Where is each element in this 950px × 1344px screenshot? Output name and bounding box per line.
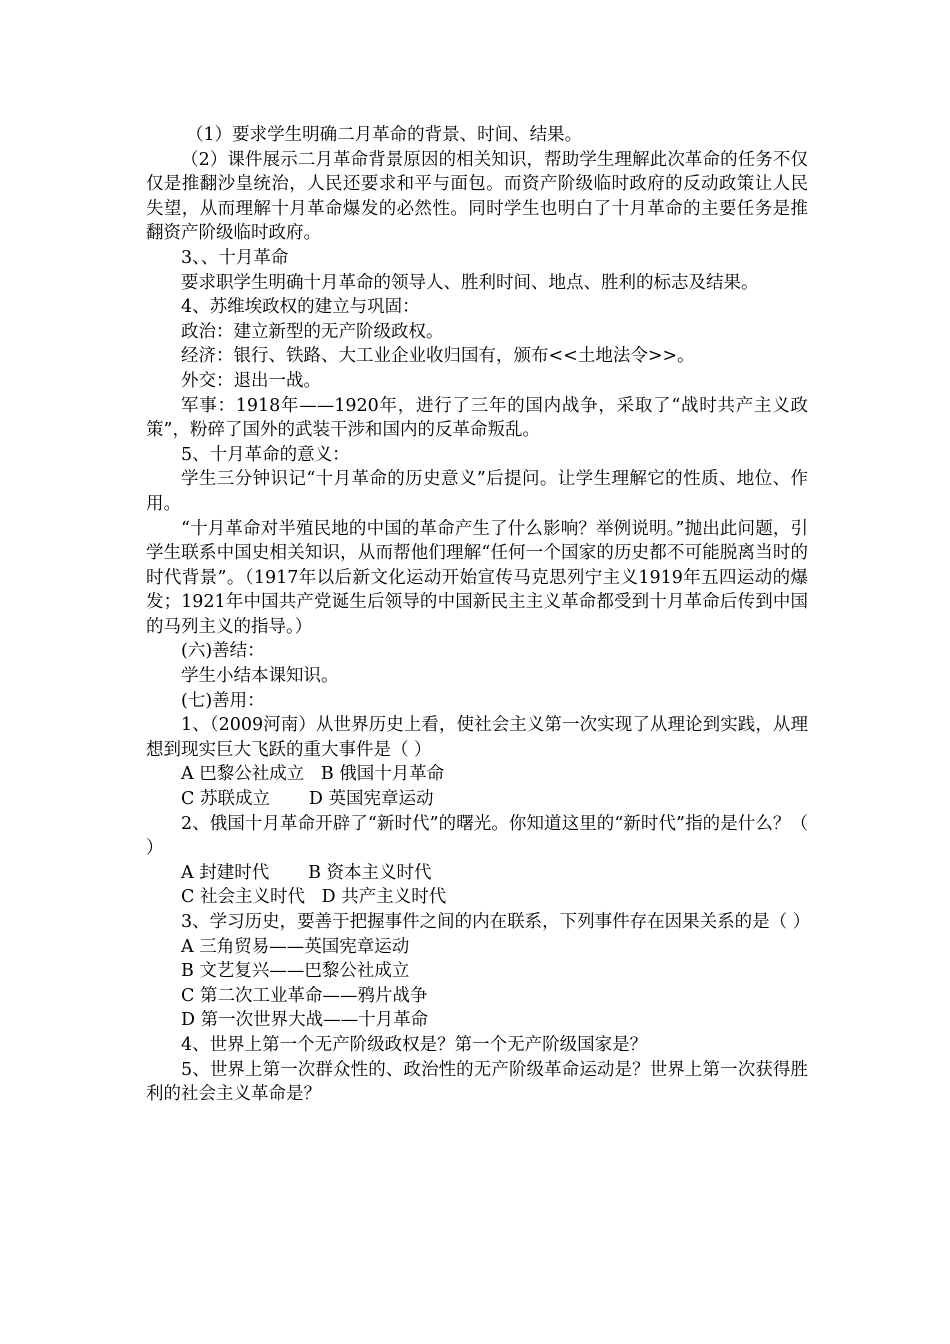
paragraph-diplomacy: 外交：退出一战。 <box>181 370 321 391</box>
question-1-options-ab: A 巴黎公社成立 B 俄国十月革命 <box>181 764 445 785</box>
paragraph-requirement-february: （1）要求学生明确二月革命的背景、时间、结果。 <box>186 125 583 145</box>
paragraph-requirement-october: 要求职学生明确十月革命的领导人、胜利时间、地点、胜利的标志及结果。 <box>181 272 759 293</box>
question-1-options-cd: C 苏联成立 D 英国宪章运动 <box>181 789 434 810</box>
heading-summary: (六)善结： <box>181 641 265 662</box>
paragraph-student-summary: 学生小结本课知识。 <box>181 666 339 687</box>
question-3-option-d: D 第一次世界大战——十月革命 <box>181 1010 429 1031</box>
question-1: 1、（2009河南）从世界历史上看，使社会主义第一次实现了从理论到实践，从理想到现实巨大飞跃的重大事件是（ ） <box>146 715 808 760</box>
question-2-options-cd: C 社会主义时代 D 共产主义时代 <box>181 887 447 908</box>
question-4: 4、世界上第一个无产阶级政权是？第一个无产阶级国家是？ <box>181 1034 648 1055</box>
heading-significance: 5、十月革命的意义： <box>181 444 350 465</box>
question-5: 5、世界上第一次群众性的、政治性的无产阶级革命运动是？世界上第一次获得胜利的社会主义革命是？ <box>146 1059 808 1105</box>
paragraph-china-influence: “十月革命对半殖民地的中国的革命产生了什么影响？举例说明。”抛出此问题，引学生联系中国史相关知识，从而帮他们理解“任何一个国家的历史都不可能脱离当时的时代背景”。（1917年以后新文化运动开始宣传马克思列宁主义1919年五四运动的爆发；1921年中国共产党诞生后领导的中国新民主主义革命都受到十月革命后传到中国的马列主义的指导。） <box>146 518 808 637</box>
question-3-option-a: A 三角贸易——英国宪章运动 <box>181 936 410 957</box>
paragraph-memorize: 学生三分钟识记“十月革命的历史意义”后提问。让学生理解它的性质、地位、作用。 <box>146 469 808 514</box>
paragraph-economy: 经济：银行、铁路、大工业企业收归国有，颁布<<土地法令>>。 <box>181 346 695 367</box>
question-2: 2、俄国十月革命开辟了“新时代”的曙光。你知道这里的“新时代”指的是什么？（ ） <box>146 813 808 859</box>
paragraph-courseware-february: （2）课件展示二月革命背景原因的相关知识，帮助学生理解此次革命的任务不仅仅是推翻沙皇统治，人民还要求和平与面包。而资产阶级临时政府的反动政策让人民失望，从而理解十月革命爆发的必然性。同时学生也明白了十月革命的主要任务是推翻资产阶级临时政府。 <box>146 149 808 244</box>
question-3: 3、学习历史，要善于把握事件之间的内在联系，下列事件存在因果关系的是（ ） <box>181 912 811 932</box>
question-2-options-ab: A 封建时代 B 资本主义时代 <box>181 862 432 883</box>
document-page <box>146 123 811 1107</box>
heading-october-revolution: 3、、十月革命 <box>181 247 289 268</box>
question-3-option-b: B 文艺复兴——巴黎公社成立 <box>181 961 410 982</box>
heading-soviet-power: 4、苏维埃政权的建立与巩固： <box>181 297 420 318</box>
paragraph-politics: 政治：建立新型的无产阶级政权。 <box>181 321 444 342</box>
paragraph-military: 军事：1918年——1920年，进行了三年的国内战争，采取了“战时共产主义政策”，粉碎了国外的武装干涉和国内的反革命叛乱。 <box>146 395 808 441</box>
question-3-option-c: C 第二次工业革命——鸦片战争 <box>181 985 428 1006</box>
heading-application: (七)善用： <box>181 690 265 711</box>
